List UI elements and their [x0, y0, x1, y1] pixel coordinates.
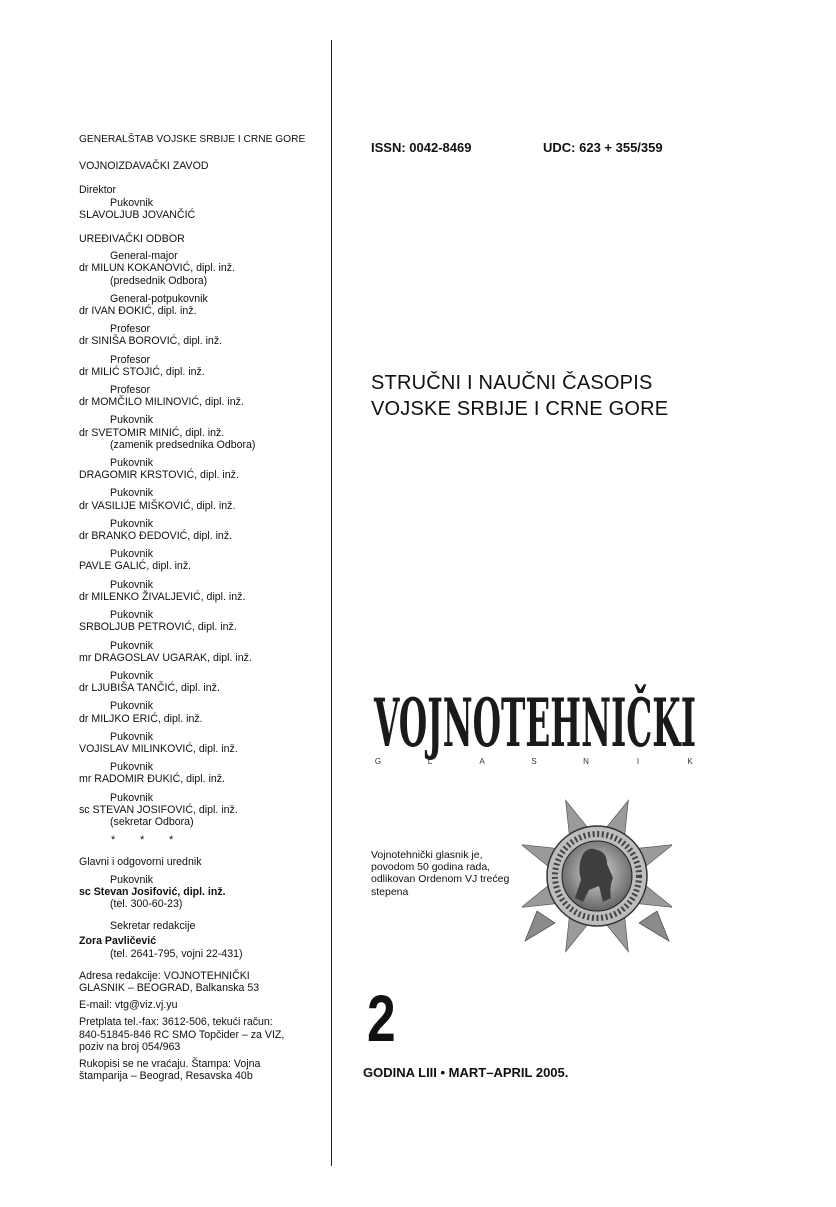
board-member-rank: General-potpukovnik: [110, 292, 208, 305]
board-list: [79, 250, 329, 828]
board-member-name: dr SINIŠA BOROVIĆ, dipl. inž.: [79, 335, 223, 348]
subtitle-line-1: STRUČNI I NAUČNI ČASOPIS: [371, 372, 653, 394]
board-member-name: dr MILUN KOKANOVIĆ, dipl. inž.: [79, 262, 236, 275]
board-member-rank: Pukovnik: [110, 517, 153, 530]
director-label: Direktor: [79, 184, 117, 197]
board-member-rank: Pukovnik: [110, 578, 153, 591]
board-member: [79, 250, 329, 287]
journal-logo: [372, 672, 700, 772]
board-member-name: dr SVETOMIR MINIĆ, dipl. inž.: [79, 426, 225, 439]
subscription-line-1: Pretplata tel.-fax: 3612-506, tekući račun:: [79, 1016, 273, 1029]
board-member: [79, 457, 329, 481]
separator-stars: * * *: [111, 834, 185, 847]
board-member-name: dr IVAN ĐOKIĆ, dipl. inž.: [79, 305, 197, 318]
board-member-name: dr BRANKO ĐEDOVIĆ, dipl. inž.: [79, 530, 233, 543]
board-member-name: mr RADOMIR ĐUKIĆ, dipl. inž.: [79, 773, 225, 786]
secretary-name: Zora Pavličević: [79, 935, 157, 948]
board-member-rank: General-major: [110, 250, 178, 263]
editor-phone: (tel. 300-60-23): [110, 897, 183, 910]
board-label: UREĐIVAČKI ODBOR: [79, 233, 185, 246]
masthead-column: [79, 134, 329, 1082]
editor-name: sc Stevan Josifović, dipl. inž.: [79, 885, 226, 898]
board-member-note: (predsednik Odbora): [110, 274, 208, 287]
logo-subtitle-letter: L: [427, 757, 433, 766]
director-name: SLAVOLJUB JOVANČIĆ: [79, 208, 196, 221]
editor-rank: Pukovnik: [110, 873, 153, 886]
board-member-name: dr MILENKO ŽIVALJEVIĆ, dipl. inž.: [79, 590, 246, 603]
board-member: [79, 293, 329, 317]
manuscripts-line-2: štamparija – Beograd, Resavska 40b: [79, 1070, 253, 1083]
udc: UDC: 623 + 355/359: [543, 140, 663, 155]
board-member-note: (zamenik predsednika Odbora): [110, 438, 256, 451]
board-member-rank: Pukovnik: [110, 761, 153, 774]
secretary-phone: (tel. 2641-795, vojni 22-431): [110, 947, 243, 960]
logo-subtitle-letter: A: [479, 757, 485, 766]
board-member-rank: Pukovnik: [110, 730, 153, 743]
publisher: VOJNOIZDAVAČKI ZAVOD: [79, 160, 209, 173]
logo-subtitle-letter: G: [374, 757, 382, 766]
board-member: [79, 548, 329, 572]
logo-subtitle-letter: K: [687, 757, 693, 766]
board-member-rank: Profesor: [110, 353, 151, 366]
board-member: [79, 414, 329, 451]
subtitle-line-2: VOJSKE SRBIJE I CRNE GORE: [371, 398, 669, 420]
director-rank: Pukovnik: [110, 196, 153, 209]
logo-title: VOJNOTEHNIČKI: [373, 684, 696, 762]
board-member: [79, 579, 329, 603]
board-member-name: dr MOMČILO MILINOVIĆ, dipl. inž.: [79, 396, 244, 409]
board-member-rank: Pukovnik: [110, 609, 153, 622]
board-member-name: PAVLE GALIĆ, dipl. inž.: [79, 560, 192, 573]
board-member-rank: Pukovnik: [110, 700, 153, 713]
subscription-line-2: 840-51845-846 RC SMO Topčider – za VIZ,: [79, 1028, 285, 1041]
logo-subtitle-letter: I: [636, 757, 640, 766]
board-member-name: dr VASILIJE MIŠKOVIĆ, dipl. inž.: [79, 499, 236, 512]
board-member: [79, 384, 329, 408]
board-member-rank: Pukovnik: [110, 548, 153, 561]
journal-subtitle: [371, 370, 668, 422]
board-member: [79, 761, 329, 785]
board-member: [79, 792, 329, 829]
board-member-note: (sekretar Odbora): [110, 815, 194, 828]
logo-subtitle-letter: S: [531, 757, 537, 766]
board-member-name: sc STEVAN JOSIFOVIĆ, dipl. inž.: [79, 803, 238, 816]
board-member-name: dr LJUBIŠA TANČIĆ, dipl. inž.: [79, 682, 220, 695]
board-member-rank: Profesor: [110, 384, 151, 397]
address-line-2: GLASNIK – BEOGRAD, Balkanska 53: [79, 981, 260, 994]
subscription-line-3: poziv na broj 054/963: [79, 1040, 181, 1053]
board-member: [79, 640, 329, 664]
board-member: [79, 700, 329, 724]
column-divider: [331, 40, 332, 1166]
board-member: [79, 354, 329, 378]
issue-date: GODINA LIII • MART–APRIL 2005.: [363, 1065, 569, 1080]
board-member: [79, 731, 329, 755]
board-member-rank: Profesor: [110, 323, 151, 336]
board-member: [79, 670, 329, 694]
order-medal-icon: [522, 794, 672, 966]
editor-label: Glavni i odgovorni urednik: [79, 856, 202, 869]
board-member: [79, 487, 329, 511]
board-member-rank: Pukovnik: [110, 414, 153, 427]
board-member-rank: Pukovnik: [110, 487, 153, 500]
board-member-rank: Pukovnik: [110, 457, 153, 470]
email: E-mail: vtg@viz.vj.yu: [79, 999, 178, 1012]
board-member-name: DRAGOMIR KRSTOVIĆ, dipl. inž.: [79, 469, 239, 482]
manuscripts-line-1: Rukopisi se ne vraćaju. Štampa: Vojna: [79, 1057, 261, 1070]
board-member-name: SRBOLJUB PETROVIĆ, dipl. inž.: [79, 621, 237, 634]
board-member-rank: Pukovnik: [110, 669, 153, 682]
board-member-rank: Pukovnik: [110, 639, 153, 652]
board-member-name: mr DRAGOSLAV UGARAK, dipl. inž.: [79, 651, 252, 664]
address-line-1: Adresa redakcije: VOJNOTEHNIČKI: [79, 969, 250, 982]
board-member: [79, 609, 329, 633]
board-member-rank: Pukovnik: [110, 791, 153, 804]
general-staff: GENERALŠTAB VOJSKE SRBIJE I CRNE GORE: [79, 134, 306, 145]
secretary-label: Sekretar redakcije: [110, 920, 196, 933]
logo-subtitle-letter: N: [583, 757, 589, 766]
issn: ISSN: 0042-8469: [371, 140, 472, 155]
issue-number: 2: [367, 981, 396, 1055]
board-member: [79, 323, 329, 347]
board-member: [79, 518, 329, 542]
board-member-name: dr MILJKO ERIĆ, dipl. inž.: [79, 712, 203, 725]
board-member-name: VOJISLAV MILINKOVIĆ, dipl. inž.: [79, 742, 238, 755]
board-member-name: dr MILIĆ STOJIĆ, dipl. inž.: [79, 365, 205, 378]
award-note: Vojnotehnički glasnik je, povodom 50 godina rada, odlikovan Ordenom VJ trećeg stepena: [371, 849, 510, 898]
